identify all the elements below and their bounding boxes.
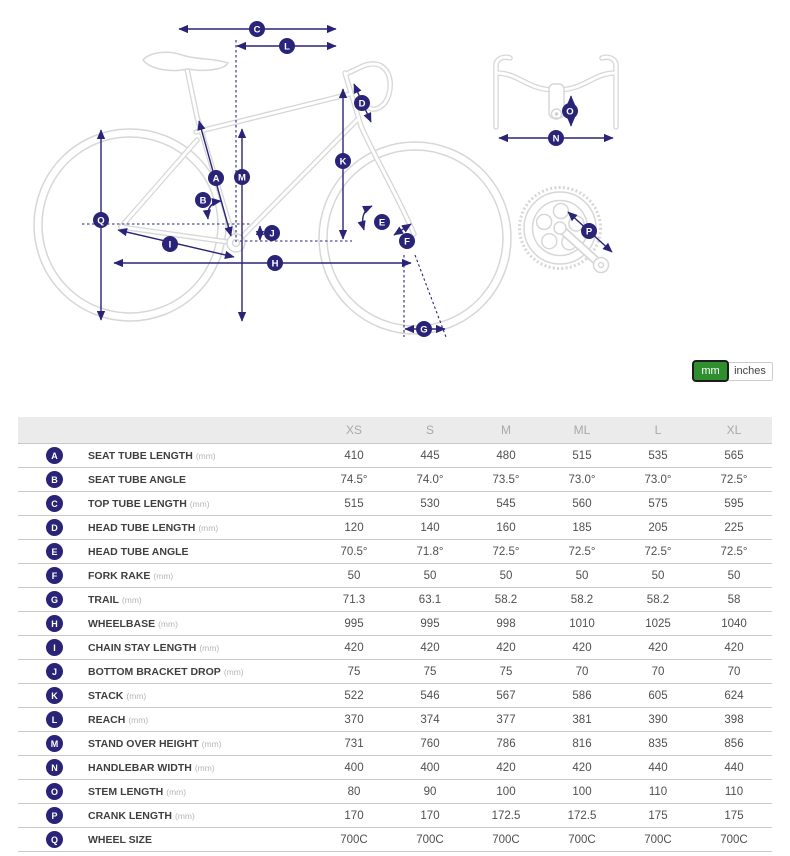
handlebar-front-view	[496, 57, 616, 127]
row-letter-badge: H	[46, 615, 63, 632]
geometry-value-cell: 835	[648, 737, 668, 750]
row-letter-badge: J	[46, 663, 63, 680]
geometry-value-cell: 70	[727, 665, 741, 678]
svg-text:I: I	[168, 239, 172, 251]
row-letter-badge: L	[46, 711, 63, 728]
geometry-value-cell: 73.0°	[644, 473, 672, 486]
geometry-value-cell: 624	[724, 689, 744, 702]
table-row-M	[18, 732, 772, 756]
geometry-value-cell: 58	[727, 593, 741, 606]
table-row-C	[18, 492, 772, 516]
row-label-cell	[18, 735, 316, 752]
size-header-row	[18, 417, 772, 444]
dimension-arrows	[101, 29, 613, 329]
svg-text:H: H	[271, 258, 279, 270]
geometry-value-cell: 420	[572, 761, 592, 774]
size-column-header: L	[654, 423, 662, 437]
diagram-badge-K	[335, 153, 351, 169]
geometry-value-cell: 595	[724, 497, 744, 510]
geometry-value-cell: 160	[496, 521, 516, 534]
table-row-Q	[18, 828, 772, 852]
geometry-value-cell: 170	[420, 809, 440, 822]
geometry-value-cell: 58.2	[494, 593, 518, 606]
geometry-value-cell: 50	[499, 569, 513, 582]
row-label: REACH	[88, 713, 126, 726]
row-label-cell	[18, 567, 316, 584]
geometry-value-cell: 73.0°	[568, 473, 596, 486]
geometry-value-cell: 185	[572, 521, 592, 534]
diagram-badge-B	[195, 192, 211, 208]
geometry-value-cell: 58.2	[646, 593, 670, 606]
bike-geometry-diagram	[0, 0, 790, 410]
geometry-value-cell: 80	[347, 785, 361, 798]
geometry-value-cell: 1025	[645, 617, 671, 630]
row-unit: (mm)	[201, 738, 222, 749]
geometry-table-body	[18, 444, 772, 852]
diagram-badge-D	[354, 95, 370, 111]
geometry-value-cell: 370	[344, 713, 364, 726]
geometry-value-cell: 410	[344, 449, 364, 462]
geometry-value-cell: 175	[724, 809, 744, 822]
bike-side-view	[34, 52, 511, 334]
geometry-value-cell: 74.0°	[416, 473, 444, 486]
pedal-boss	[594, 258, 609, 273]
geometry-value-cell: 390	[648, 713, 668, 726]
geometry-value-cell: 1010	[569, 617, 595, 630]
table-row-N	[18, 756, 772, 780]
svg-text:Q: Q	[97, 215, 105, 227]
row-letter-badge: C	[46, 495, 63, 512]
row-label: BOTTOM BRACKET DROP	[88, 665, 221, 678]
table-row-E	[18, 540, 772, 564]
geometry-value-cell: 998	[496, 617, 516, 630]
table-row-I	[18, 636, 772, 660]
svg-text:N: N	[552, 133, 560, 145]
table-row-B	[18, 468, 772, 492]
geometry-value-cell: 515	[344, 497, 364, 510]
geometry-table	[18, 417, 772, 852]
geometry-value-cell: 50	[727, 569, 741, 582]
row-label-cell	[18, 663, 316, 680]
table-row-J	[18, 660, 772, 684]
row-unit: (mm)	[166, 786, 187, 797]
table-row-O	[18, 780, 772, 804]
geometry-value-cell: 995	[344, 617, 364, 630]
geometry-value-cell: 205	[648, 521, 668, 534]
geometry-value-cell: 70	[651, 665, 665, 678]
table-row-L	[18, 708, 772, 732]
geometry-value-cell: 420	[496, 641, 516, 654]
geometry-value-cell: 546	[420, 689, 440, 702]
geometry-value-cell: 816	[572, 737, 592, 750]
geometry-value-cell: 700C	[492, 833, 520, 846]
geometry-value-cell: 175	[648, 809, 668, 822]
row-label-cell	[18, 543, 316, 560]
geometry-value-cell: 90	[423, 785, 437, 798]
geometry-value-cell: 71.8°	[416, 545, 444, 558]
size-column-header: XS	[345, 423, 362, 437]
table-row-F	[18, 564, 772, 588]
diagram-badge-P	[581, 223, 597, 239]
row-letter-badge: G	[46, 591, 63, 608]
row-letter-badge: B	[46, 471, 63, 488]
unit-toggle-inches-button[interactable]: inches	[727, 362, 773, 381]
unit-toggle	[692, 360, 773, 382]
diagram-badge-C	[249, 21, 265, 37]
saddle	[143, 52, 228, 70]
geometry-value-cell: 480	[496, 449, 516, 462]
diagram-badge-H	[267, 255, 283, 271]
row-label: HEAD TUBE LENGTH	[88, 521, 196, 534]
geometry-value-cell: 225	[724, 521, 744, 534]
geometry-value-cell: 760	[420, 737, 440, 750]
geometry-value-cell: 110	[724, 785, 744, 798]
geometry-value-cell: 700C	[340, 833, 368, 846]
row-label-cell	[18, 615, 316, 632]
geometry-value-cell: 50	[575, 569, 589, 582]
geometry-value-cell: 70.5°	[340, 545, 368, 558]
geometry-value-cell: 400	[420, 761, 440, 774]
geometry-value-cell: 700C	[568, 833, 596, 846]
row-label-cell	[18, 447, 316, 464]
geometry-value-cell: 535	[648, 449, 668, 462]
geometry-value-cell: 74.5°	[340, 473, 368, 486]
geometry-value-cell: 567	[496, 689, 516, 702]
row-label-cell	[18, 519, 316, 536]
geometry-value-cell: 586	[572, 689, 592, 702]
row-letter-badge: D	[46, 519, 63, 536]
table-row-A	[18, 444, 772, 468]
geometry-value-cell: 72.5°	[644, 545, 672, 558]
geometry-value-cell: 515	[572, 449, 592, 462]
row-unit: (mm)	[128, 714, 149, 725]
geometry-value-cell: 71.3	[342, 593, 366, 606]
row-label: SEAT TUBE LENGTH	[88, 449, 193, 462]
svg-text:L: L	[284, 41, 290, 53]
geometry-value-cell: 50	[347, 569, 361, 582]
row-label: WHEELBASE	[88, 617, 156, 630]
row-unit: (mm)	[189, 498, 210, 509]
row-unit: (mm)	[194, 762, 215, 773]
row-unit: (mm)	[121, 594, 142, 605]
row-letter-badge: I	[46, 639, 63, 656]
row-letter-badge: E	[46, 543, 63, 560]
geometry-value-cell: 530	[420, 497, 440, 510]
geometry-value-cell: 72.5°	[720, 473, 748, 486]
row-letter-badge: O	[46, 783, 63, 800]
size-column-header: S	[425, 423, 434, 437]
geometry-value-cell: 172.5	[491, 809, 521, 822]
size-column-header: XL	[726, 423, 742, 437]
geometry-value-cell: 400	[344, 761, 364, 774]
row-label: STEM LENGTH	[88, 785, 164, 798]
geometry-value-cell: 605	[648, 689, 668, 702]
row-unit: (mm)	[198, 522, 219, 533]
row-label-cell	[18, 807, 316, 824]
row-unit: (mm)	[158, 618, 178, 629]
row-unit: (mm)	[199, 642, 220, 653]
geometry-value-cell: 75	[499, 665, 513, 678]
geometry-value-cell: 70	[575, 665, 589, 678]
diagram-badge-G	[416, 321, 432, 337]
geometry-value-cell: 700C	[644, 833, 672, 846]
row-letter-badge: M	[46, 735, 63, 752]
row-label: TRAIL	[88, 593, 119, 606]
svg-text:O: O	[566, 106, 574, 118]
diagram-badge-Q	[93, 212, 109, 228]
geometry-value-cell: 58.2	[570, 593, 594, 606]
geometry-value-cell: 700C	[720, 833, 748, 846]
diagram-badge-J	[264, 225, 280, 241]
geometry-value-cell: 170	[344, 809, 364, 822]
svg-text:K: K	[339, 156, 347, 168]
svg-text:B: B	[199, 195, 207, 207]
geometry-value-cell: 374	[420, 713, 440, 726]
geometry-value-cell: 72.5°	[568, 545, 596, 558]
diagram-badge-M	[234, 169, 250, 185]
row-unit: (mm)	[223, 666, 244, 677]
geometry-value-cell: 420	[496, 761, 516, 774]
diagram-badge-I	[162, 236, 178, 252]
table-row-H	[18, 612, 772, 636]
geometry-value-cell: 377	[496, 713, 516, 726]
table-row-K	[18, 684, 772, 708]
size-column-header: ML	[573, 423, 591, 437]
geometry-value-cell: 100	[572, 785, 592, 798]
table-row-G	[18, 588, 772, 612]
row-label-cell	[18, 783, 316, 800]
svg-text:G: G	[420, 324, 428, 336]
svg-text:J: J	[269, 228, 275, 240]
geometry-value-cell: 420	[648, 641, 668, 654]
geometry-value-cell: 856	[724, 737, 744, 750]
geometry-value-cell: 995	[420, 617, 440, 630]
row-label: SEAT TUBE ANGLE	[88, 473, 187, 486]
row-label: STACK	[88, 689, 124, 702]
geometry-value-cell: 731	[344, 737, 364, 750]
row-label-cell	[18, 639, 316, 656]
row-letter-badge: K	[46, 687, 63, 704]
geometry-value-cell: 575	[648, 497, 668, 510]
geometry-value-cell: 72.5°	[492, 545, 520, 558]
table-row-P	[18, 804, 772, 828]
geometry-value-cell: 1040	[721, 617, 747, 630]
geometry-value-cell: 381	[572, 713, 592, 726]
geometry-value-cell: 420	[344, 641, 364, 654]
row-letter-badge: F	[46, 567, 63, 584]
svg-text:D: D	[358, 98, 366, 110]
svg-text:A: A	[212, 173, 220, 185]
row-label-cell	[18, 687, 316, 704]
row-label: CHAIN STAY LENGTH	[88, 641, 197, 654]
diagram-badge-N	[548, 130, 564, 146]
row-label-cell	[18, 591, 316, 608]
row-letter-badge: A	[46, 447, 63, 464]
row-unit: (mm)	[126, 690, 147, 701]
row-letter-badge: Q	[46, 831, 63, 848]
svg-text:C: C	[253, 24, 261, 36]
row-label: FORK RAKE	[88, 569, 151, 582]
svg-text:F: F	[404, 236, 410, 248]
diagram-badge-O	[562, 103, 578, 119]
geometry-value-cell: 565	[724, 449, 744, 462]
geometry-value-cell: 73.5°	[492, 473, 520, 486]
geometry-value-cell: 63.1	[418, 593, 442, 606]
row-letter-badge: P	[46, 807, 63, 824]
row-label-cell	[18, 471, 316, 488]
row-label: CRANK LENGTH	[88, 809, 172, 822]
diagram-badge-A	[208, 170, 224, 186]
geometry-value-cell: 110	[648, 785, 668, 798]
geometry-value-cell: 786	[496, 737, 516, 750]
geometry-value-cell: 72.5°	[720, 545, 748, 558]
geometry-value-cell: 522	[344, 689, 364, 702]
size-column-header: M	[501, 423, 511, 437]
row-label: HANDLEBAR WIDTH	[88, 761, 192, 774]
geometry-value-cell: 50	[423, 569, 437, 582]
geometry-value-cell: 75	[347, 665, 361, 678]
geometry-value-cell: 120	[344, 521, 364, 534]
row-label-cell	[18, 831, 316, 848]
row-label: STAND OVER HEIGHT	[88, 737, 199, 750]
table-row-D	[18, 516, 772, 540]
geometry-value-cell: 420	[724, 641, 744, 654]
geometry-value-cell: 700C	[416, 833, 444, 846]
geometry-value-cell: 172.5	[567, 809, 597, 822]
geometry-value-cell: 140	[420, 521, 440, 534]
geometry-value-cell: 50	[651, 569, 665, 582]
row-unit: (mm)	[195, 450, 216, 461]
svg-text:M: M	[238, 172, 246, 184]
row-label-cell	[18, 759, 316, 776]
row-unit: (mm)	[175, 810, 195, 821]
svg-text:P: P	[585, 226, 593, 238]
row-unit: (mm)	[153, 570, 174, 581]
geometry-value-cell: 420	[572, 641, 592, 654]
geometry-value-cell: 440	[648, 761, 668, 774]
row-label: HEAD TUBE ANGLE	[88, 545, 189, 558]
dim-arrow-E	[363, 206, 372, 230]
row-label: WHEEL SIZE	[88, 833, 152, 846]
diagram-badge-E	[374, 214, 390, 230]
row-label-cell	[18, 495, 316, 512]
geometry-value-cell: 398	[724, 713, 744, 726]
geometry-value-cell: 445	[420, 449, 440, 462]
geometry-value-cell: 420	[420, 641, 440, 654]
diagram-badge-L	[279, 38, 295, 54]
svg-text:E: E	[378, 217, 386, 229]
geometry-value-cell: 545	[496, 497, 516, 510]
geometry-value-cell: 560	[572, 497, 592, 510]
diagram-badge-F	[399, 233, 415, 249]
row-letter-badge: N	[46, 759, 63, 776]
geometry-value-cell: 440	[724, 761, 744, 774]
row-label: TOP TUBE LENGTH	[88, 497, 187, 510]
geometry-value-cell: 100	[496, 785, 516, 798]
unit-toggle-mm-button[interactable]: mm	[692, 360, 729, 382]
row-label-cell	[18, 711, 316, 728]
geometry-value-cell: 75	[423, 665, 437, 678]
